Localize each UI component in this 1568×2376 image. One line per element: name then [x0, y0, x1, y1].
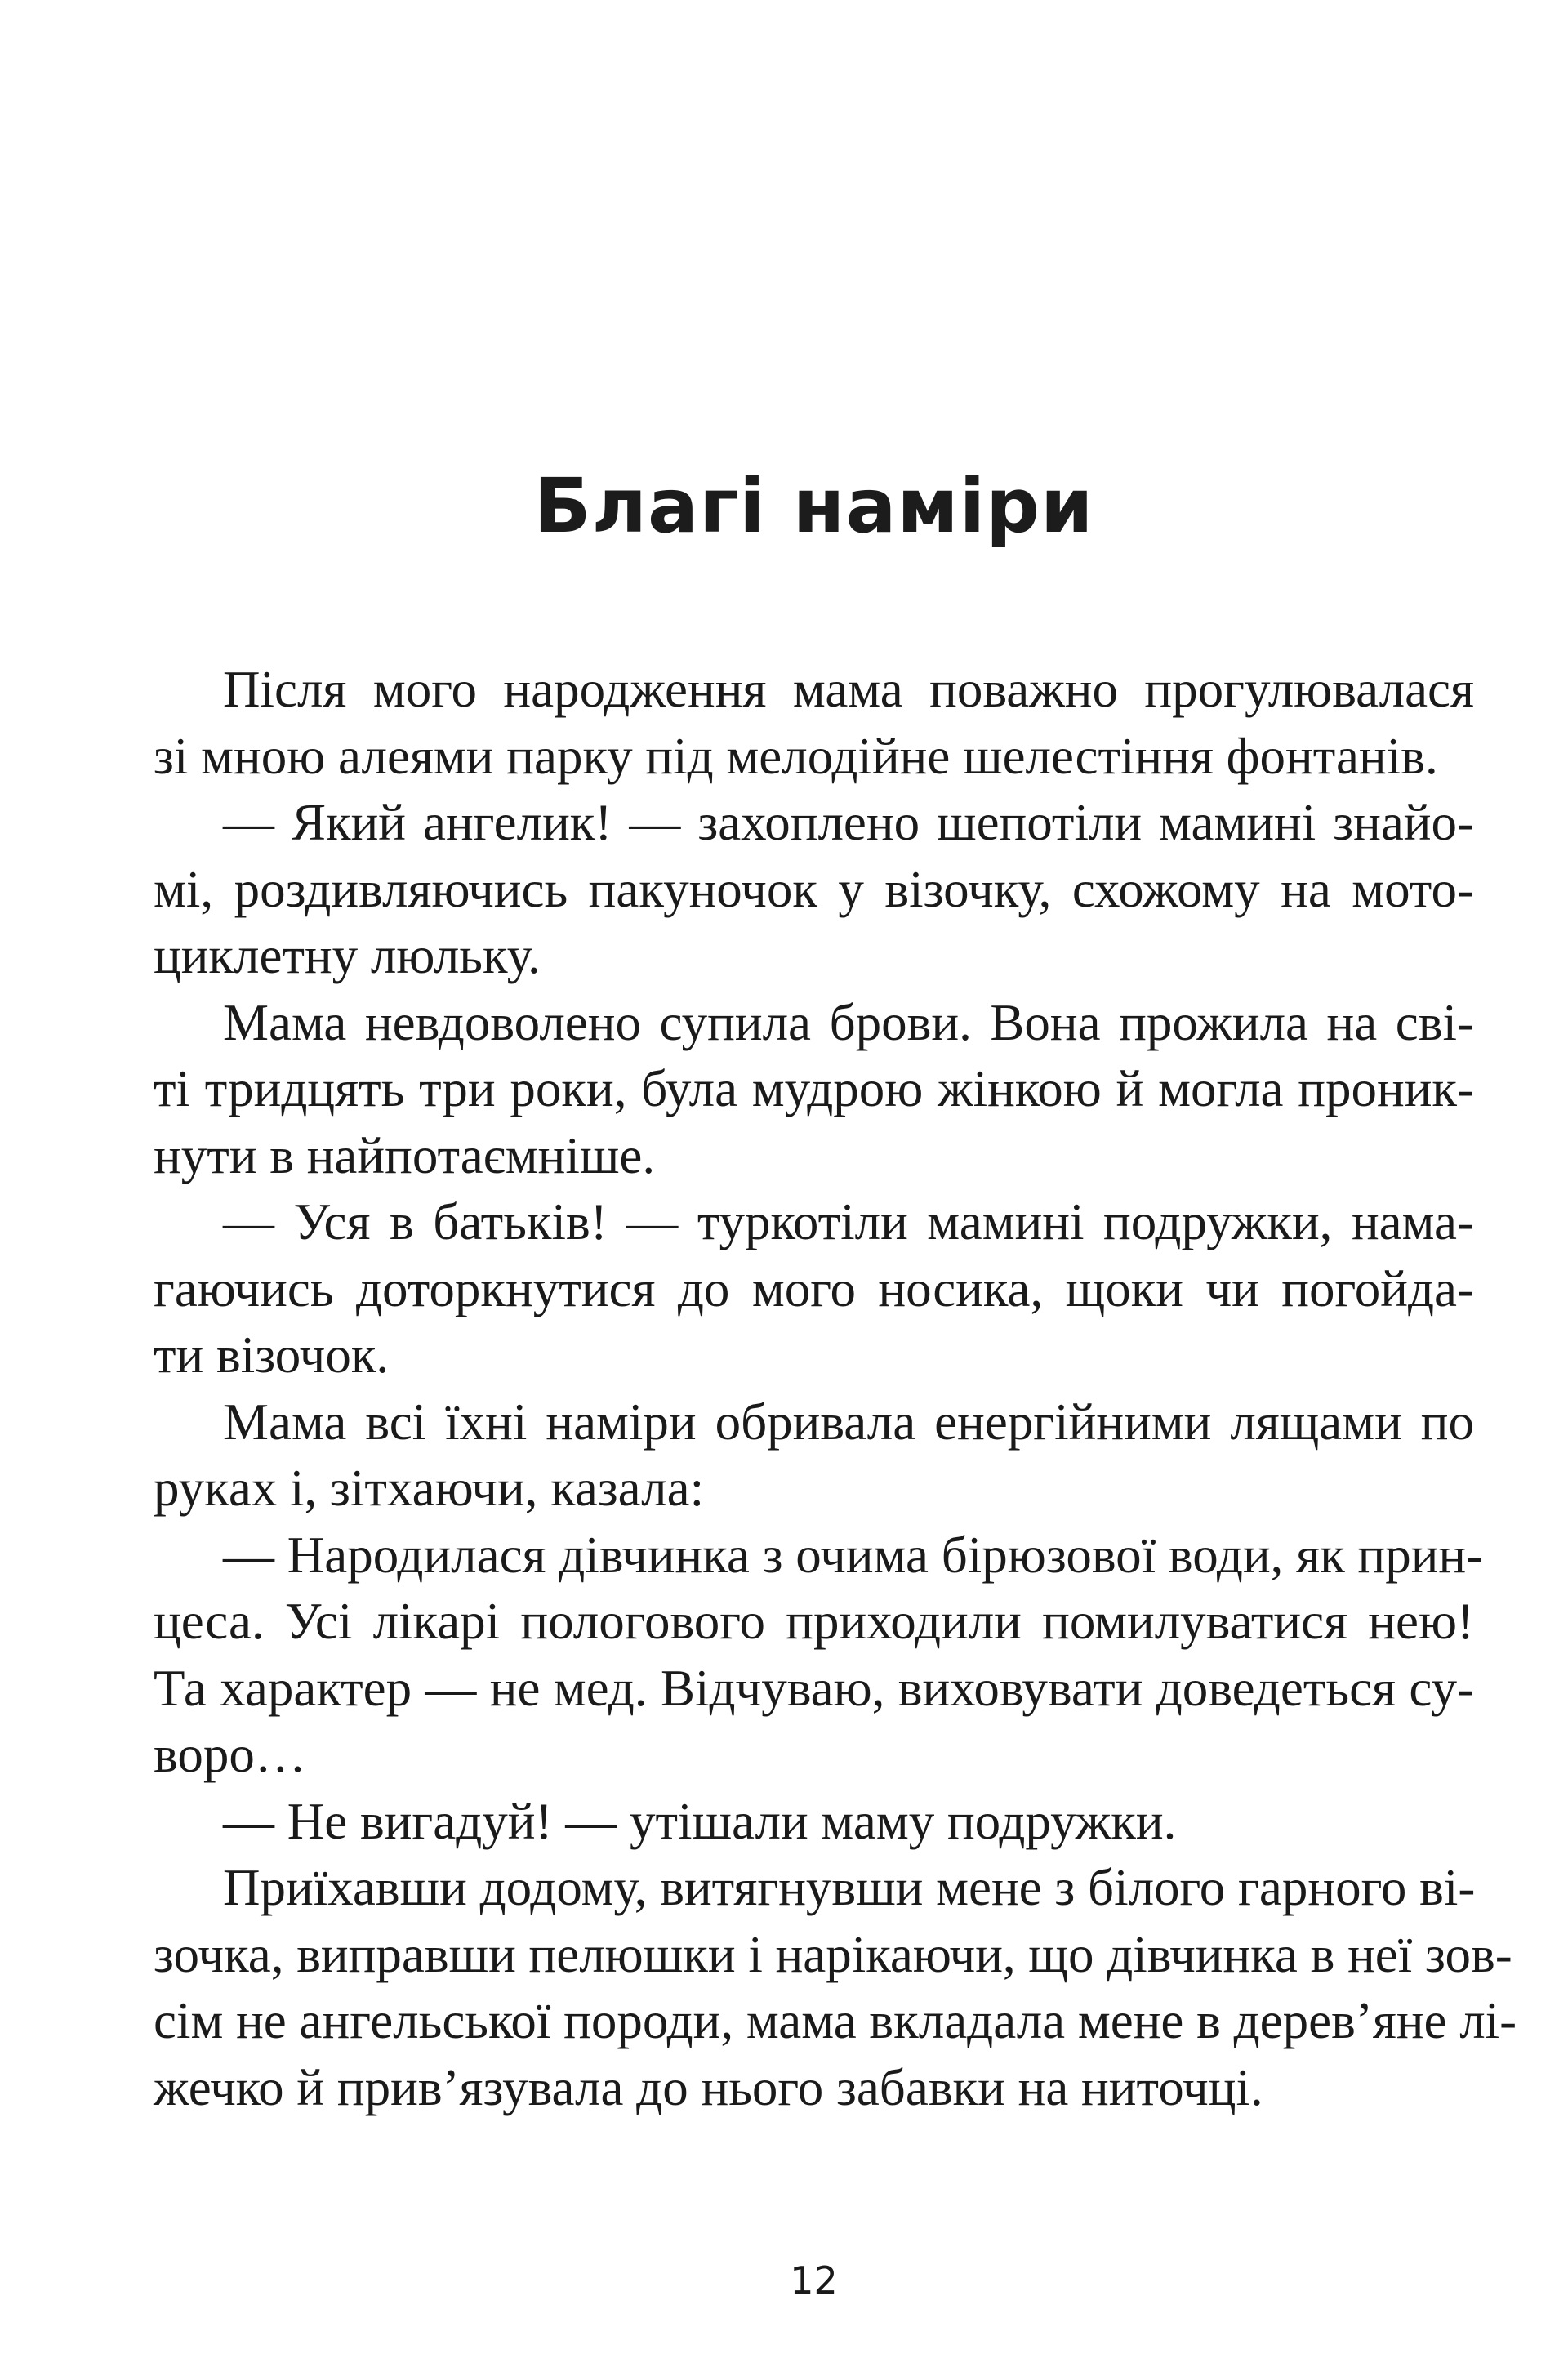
page-number: 12	[790, 2258, 838, 2302]
text-line: Мама невдоволено супила брови. Вона прожила на сві-	[223, 993, 1474, 1051]
text-line: — Не вигадуй! — утішали маму подружки.	[223, 1792, 1177, 1850]
paragraph-4	[154, 1189, 1474, 1389]
text-line: цеса. Усі лікарі пологового приходили помилуватися нею!	[154, 1593, 1474, 1650]
paragraph-8	[154, 1855, 1517, 2121]
paragraph-2	[154, 790, 1474, 990]
body-text	[154, 657, 1517, 2121]
text-line: жечко й прив’язувала до нього забавки на ниточці.	[154, 2058, 1263, 2116]
paragraph-1	[154, 657, 1474, 790]
text-line: ти візочок.	[154, 1326, 390, 1384]
text-line: Мама всі їхні наміри обривала енергійними лящами по	[223, 1393, 1474, 1451]
chapter-title: Благі наміри	[533, 462, 1094, 550]
paragraph-7	[154, 1789, 1474, 1856]
text-line: ті тридцять три роки, була мудрою жінкою й могла проник-	[154, 1060, 1474, 1117]
text-line: воро…	[154, 1726, 306, 1783]
text-line: гаючись доторкнутися до мого носика, щоки чи погойда-	[154, 1259, 1474, 1317]
text-line: зі мною алеями парку під мелодійне шелестіння фонтанів.	[154, 727, 1438, 785]
text-line: сім не ангельської породи, мама вкладала мене в дерев’яне лі-	[154, 1992, 1517, 2049]
paragraph-5	[154, 1389, 1474, 1522]
paragraph-6	[154, 1522, 1484, 1789]
text-line: циклетну люльку.	[154, 927, 541, 984]
text-line: мі, роздивляючись пакуночок у візочку, схожому на мото-	[154, 860, 1474, 918]
text-line: — Який ангелик! — захоплено шепотіли мамині знайо-	[223, 794, 1474, 851]
paragraph-3	[154, 990, 1474, 1190]
text-line: Та характер — не мед. Відчуваю, виховувати доведеться су-	[154, 1659, 1474, 1717]
text-line: нути в найпотаємніше.	[154, 1126, 656, 1184]
text-line: — Народилася дівчинка з очима бірюзової води, як прин-	[223, 1526, 1484, 1584]
text-line: Після мого народження мама поважно прогулювалася	[223, 661, 1474, 718]
text-line: зочка, виправши пелюшки і нарікаючи, що дівчинка в неї зов-	[154, 1925, 1512, 1983]
text-line: — Уся в батьків! — туркотіли мамині подружки, нама-	[223, 1193, 1474, 1250]
text-line: Приїхавши додому, витягнувши мене з білого гарного ві-	[223, 1859, 1476, 1916]
text-line: руках і, зітхаючи, казала:	[154, 1460, 705, 1517]
